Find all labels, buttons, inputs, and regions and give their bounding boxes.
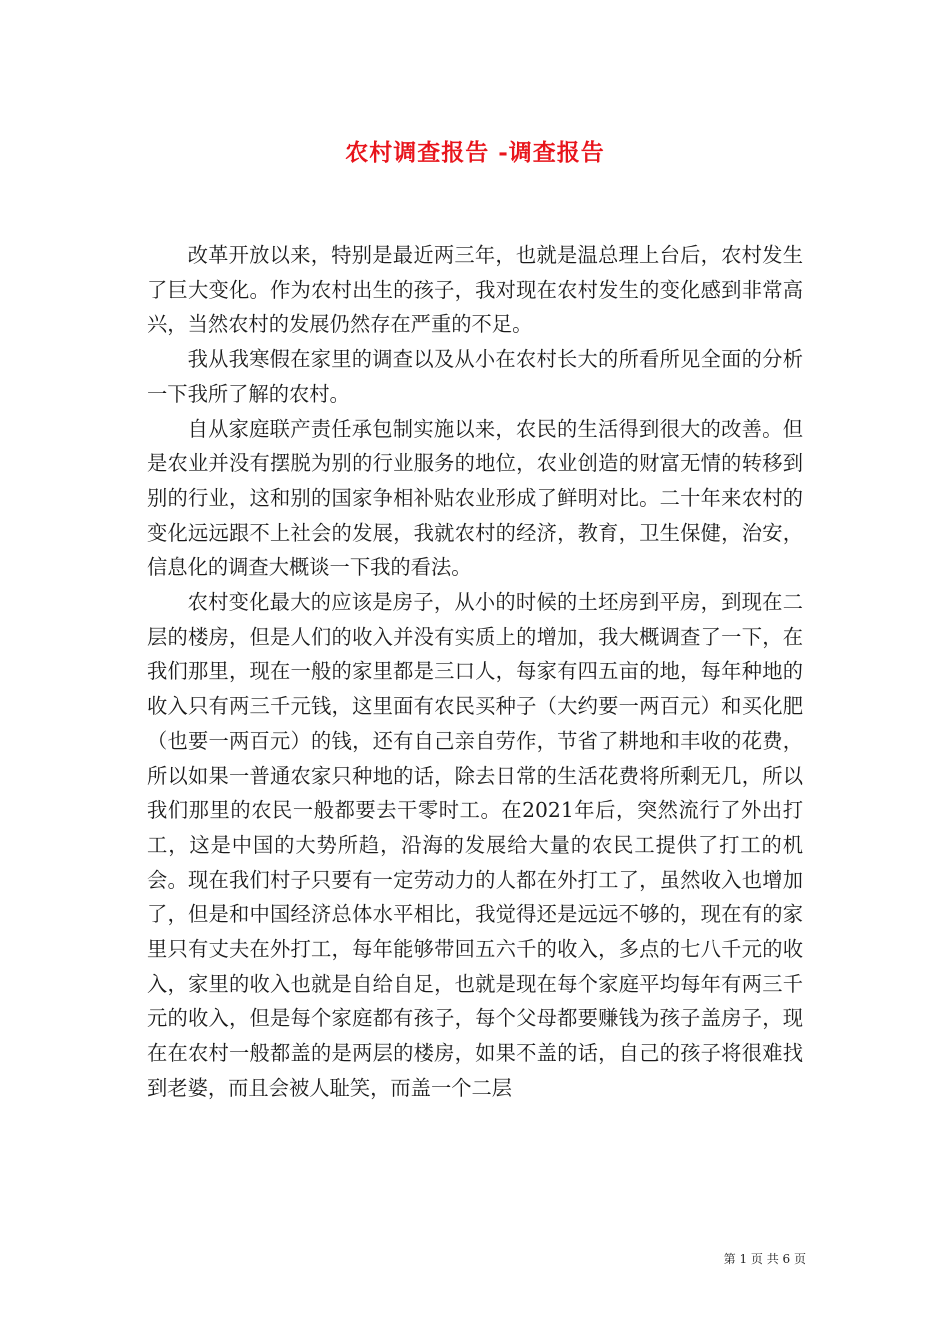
paragraph-3: 自从家庭联产责任承包制实施以来，农民的生活得到很大的改善。但是农业并没有摆脱为别的行业服务的地位，农业创造的财富无情的转移到别的行业，这和别的国家争相补贴农业形成了鲜明对比。二十年来农村的变化远远跟不上社会的发展，我就农村的经济，教育，卫生保健，治安，信息化的调查大概谈一下我的看法。	[147, 416, 803, 580]
document-title: 农村调查报告 -调查报告	[345, 139, 605, 166]
page-number-footer: 第 1 页 共 6 页	[723, 1252, 806, 1266]
paragraph-2: 我从我寒假在家里的调查以及从小在农村长大的所看所见全面的分析一下我所了解的农村。	[147, 347, 803, 406]
paragraph-4: 农村变化最大的应该是房子，从小的时候的土坯房到平房，到现在二层的楼房，但是人们的收入并没有实质上的增加，我大概调查了一下，在我们那里，现在一般的家里都是三口人，每家有四五亩的地，每年种地的收入只有两三千元钱，这里面有农民买种子（大约要一两百元）和买化肥（也要一两百元）的钱，还有自己亲自劳作，节省了耕地和丰收的花费，所以如果一普通农家只种地的话，除去日常的生活花费将所剩无几，所以我们那里的农民一般都要去干零时工。在2021年后，突然流行了外出打工，这是中国的大势所趋，沿海的发展给大量的农民工提供了打工的机会。现在我们村子只要有一定劳动力的人都在外打工了，虽然收入也增加了，但是和中国经济总体水平相比，我觉得还是远远不够的，现在有的家里只有丈夫在外打工，每年能够带回五六千的收入，多点的七八千元的收入，家里的收入也就是自给自足，也就是现在每个家庭平均每年有两三千元的收入，但是每个家庭都有孩子，每个父母都要赚钱为孩子盖房子，现在在农村一般都盖的是两层的楼房，如果不盖的话，自己的孩子将很难找到老婆，而且会被人耻笑，而盖一个二层	[147, 590, 803, 1100]
paragraph-1: 改革开放以来，特别是最近两三年，也就是温总理上台后，农村发生了巨大变化。作为农村出生的孩子，我对现在农村发生的变化感到非常高兴，当然农村的发展仍然存在严重的不足。	[147, 243, 803, 337]
document-body	[147, 238, 803, 1106]
